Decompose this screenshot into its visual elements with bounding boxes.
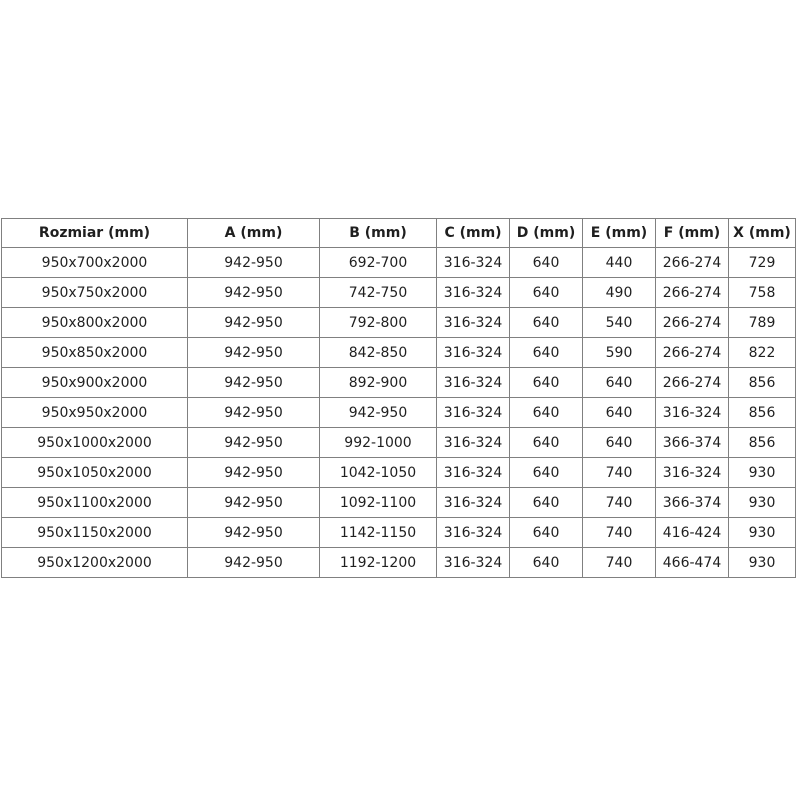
dimension-cell: 266-274 [656,368,729,398]
dimension-cell: 416-424 [656,518,729,548]
dimension-cell: 740 [583,458,656,488]
dimension-cell: 640 [583,428,656,458]
dimension-cell: 740 [583,548,656,578]
dimension-cell: 942-950 [188,548,320,578]
dimensions-table-wrapper [1,218,795,578]
dimensions-table [1,218,796,578]
dimension-cell: 856 [729,368,796,398]
table-row [2,488,796,518]
dimension-cell: 640 [510,458,583,488]
dimension-cell: 640 [510,308,583,338]
table-row [2,458,796,488]
size-cell: 950x800x2000 [2,308,188,338]
dimension-cell: 640 [510,548,583,578]
size-cell: 950x850x2000 [2,338,188,368]
column-header: C (mm) [437,219,510,248]
dimension-cell: 316-324 [437,548,510,578]
column-header: Rozmiar (mm) [2,219,188,248]
dimension-cell: 640 [510,428,583,458]
size-cell: 950x750x2000 [2,278,188,308]
column-header: E (mm) [583,219,656,248]
dimension-cell: 540 [583,308,656,338]
table-row [2,548,796,578]
size-cell: 950x1100x2000 [2,488,188,518]
dimension-cell: 316-324 [437,308,510,338]
dimension-cell: 1042-1050 [320,458,437,488]
dimension-cell: 640 [510,338,583,368]
table-row [2,248,796,278]
dimension-cell: 440 [583,248,656,278]
dimension-cell: 1142-1150 [320,518,437,548]
dimension-cell: 316-324 [437,518,510,548]
dimension-cell: 758 [729,278,796,308]
dimension-cell: 892-900 [320,368,437,398]
size-cell: 950x950x2000 [2,398,188,428]
dimension-cell: 640 [583,398,656,428]
dimension-cell: 316-324 [437,428,510,458]
dimension-cell: 740 [583,488,656,518]
table-row [2,308,796,338]
dimension-cell: 266-274 [656,338,729,368]
dimension-cell: 640 [510,368,583,398]
dimension-cell: 490 [583,278,656,308]
dimension-cell: 942-950 [188,248,320,278]
column-header: A (mm) [188,219,320,248]
dimension-cell: 842-850 [320,338,437,368]
dimension-cell: 316-324 [437,488,510,518]
column-header: X (mm) [729,219,796,248]
dimension-cell: 942-950 [188,368,320,398]
dimension-cell: 316-324 [656,458,729,488]
dimension-cell: 316-324 [437,338,510,368]
dimension-cell: 316-324 [656,398,729,428]
table-row [2,428,796,458]
dimension-cell: 942-950 [188,398,320,428]
dimension-cell: 316-324 [437,398,510,428]
dimension-cell: 942-950 [188,428,320,458]
table-header [2,219,796,248]
dimension-cell: 1192-1200 [320,548,437,578]
dimension-cell: 266-274 [656,308,729,338]
dimension-cell: 1092-1100 [320,488,437,518]
table-row [2,338,796,368]
dimension-cell: 856 [729,428,796,458]
dimension-cell: 692-700 [320,248,437,278]
table-row [2,278,796,308]
column-header: F (mm) [656,219,729,248]
dimension-cell: 930 [729,488,796,518]
table-row [2,368,796,398]
dimension-cell: 366-374 [656,428,729,458]
dimension-cell: 742-750 [320,278,437,308]
size-cell: 950x1050x2000 [2,458,188,488]
dimension-cell: 930 [729,518,796,548]
dimension-cell: 316-324 [437,458,510,488]
dimension-cell: 856 [729,398,796,428]
size-cell: 950x1150x2000 [2,518,188,548]
size-cell: 950x1200x2000 [2,548,188,578]
dimension-cell: 266-274 [656,248,729,278]
dimension-cell: 942-950 [188,278,320,308]
dimension-cell: 466-474 [656,548,729,578]
dimension-cell: 316-324 [437,278,510,308]
dimension-cell: 942-950 [188,458,320,488]
dimension-cell: 942-950 [188,308,320,338]
dimension-cell: 992-1000 [320,428,437,458]
dimension-cell: 640 [510,278,583,308]
dimension-cell: 640 [510,518,583,548]
dimension-cell: 792-800 [320,308,437,338]
dimension-cell: 740 [583,518,656,548]
dimension-cell: 640 [583,368,656,398]
dimension-cell: 266-274 [656,278,729,308]
dimension-cell: 942-950 [320,398,437,428]
dimension-cell: 789 [729,308,796,338]
table-row [2,398,796,428]
dimension-cell: 942-950 [188,488,320,518]
dimension-cell: 729 [729,248,796,278]
dimension-cell: 640 [510,248,583,278]
dimension-cell: 316-324 [437,248,510,278]
dimension-cell: 366-374 [656,488,729,518]
table-row [2,518,796,548]
dimension-cell: 590 [583,338,656,368]
dimension-cell: 930 [729,458,796,488]
size-cell: 950x1000x2000 [2,428,188,458]
size-cell: 950x900x2000 [2,368,188,398]
dimension-cell: 942-950 [188,518,320,548]
dimension-cell: 930 [729,548,796,578]
dimension-cell: 640 [510,488,583,518]
dimension-cell: 316-324 [437,368,510,398]
column-header: B (mm) [320,219,437,248]
table-body [2,248,796,578]
dimension-cell: 640 [510,398,583,428]
size-cell: 950x700x2000 [2,248,188,278]
dimension-cell: 942-950 [188,338,320,368]
header-row [2,219,796,248]
column-header: D (mm) [510,219,583,248]
dimension-cell: 822 [729,338,796,368]
